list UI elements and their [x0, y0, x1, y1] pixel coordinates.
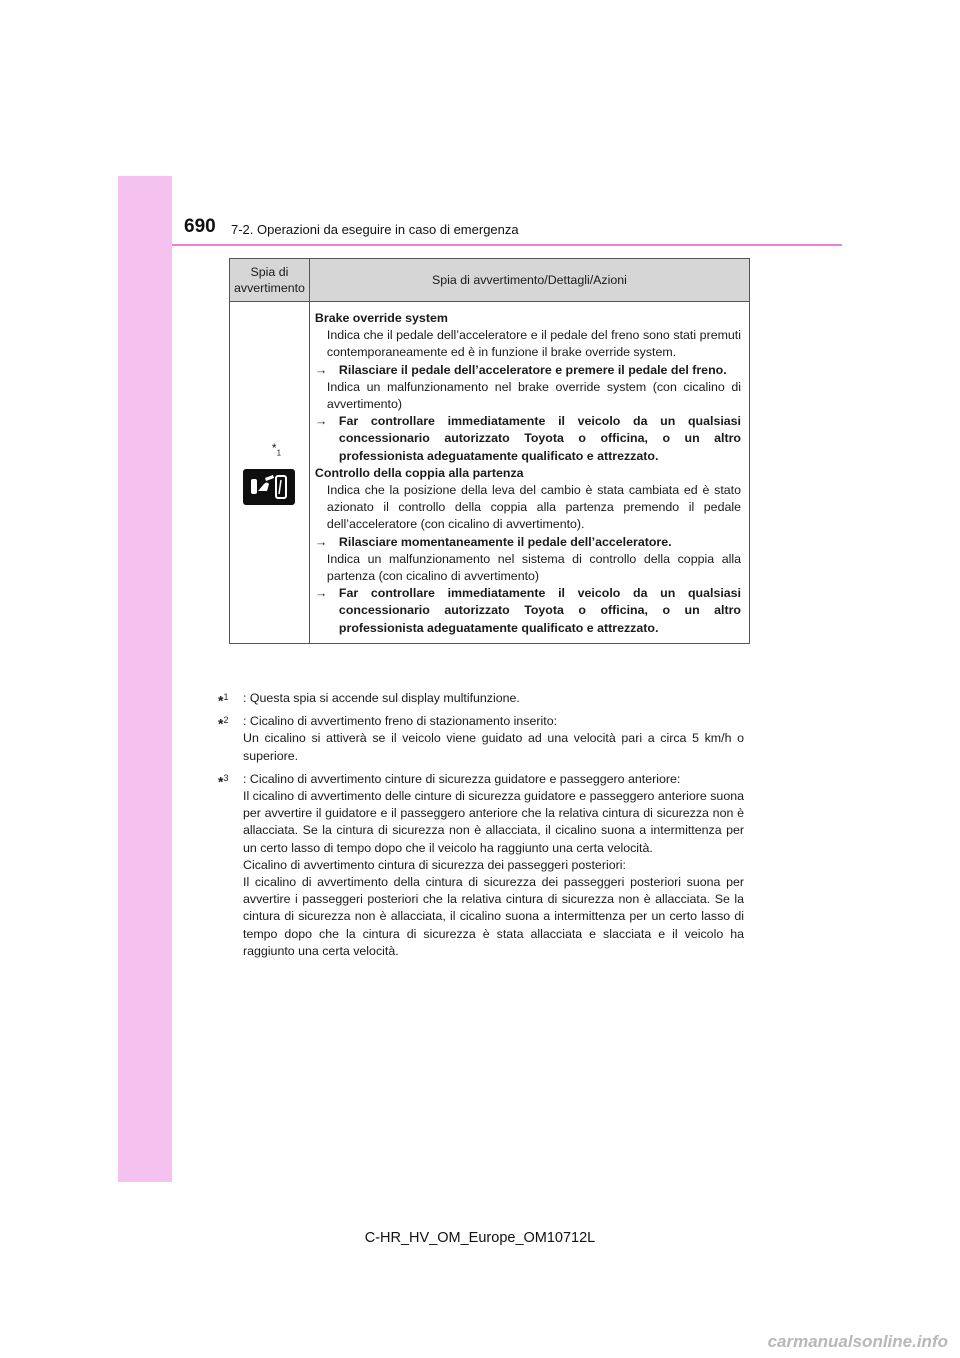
header-divider: [172, 244, 842, 246]
brake-override-malfunction: Indica un malfunzionamento nel brake override system (con cicalino di avvertimento): [326, 379, 741, 412]
warning-details-cell: [309, 302, 749, 644]
brake-override-warning-icon: [243, 469, 295, 505]
footnote-2: *$^2$ : Cicalino di avvertimento freno di stazionamento inserito: Un cicalino si attiverà se il veicolo viene guidato ad una velocità pari a circa 5 km/h o superiore.: [218, 714, 744, 763]
arrow-icon: →: [314, 362, 328, 377]
action-release-momentarily: → Rilasciare momentaneamente il pedale dell’acceleratore.: [315, 534, 741, 551]
document-footer: C-HR_HV_OM_Europe_OM10712L: [364, 1230, 596, 1246]
arrow-icon: →: [314, 586, 328, 601]
table-header-row: [230, 259, 750, 302]
drive-start-control-malfunction: Indica un malfunzionamento nel sistema di controllo della coppia alla partenza (con cicalino di avvertimento): [326, 551, 741, 584]
chapter-sidebar-tab: [118, 176, 172, 1182]
table-row: [230, 302, 750, 644]
column-header-warning-light: Spia di avvertimento: [230, 259, 310, 302]
arrow-icon: →: [314, 414, 328, 429]
warning-light-table: [229, 258, 750, 644]
arrow-icon: →: [314, 534, 328, 549]
footnote-marker: $*_1$: [271, 440, 282, 458]
footnote-3: *$^3$ : Cicalino di avvertimento cinture di sicurezza guidatore e passeggero anteriore: Il cicalino di avvertimento delle cinture di sicurezza guidatore e passeggero anteriore suona per avvertire il guidatore e il passeggero anteriore che la relativa cintura di sicurezza non è allacciata. Se la cintura di sicurezza non è allacciata, il cicalino suona a intermittenza per un certo lasso di tempo dopo che il veicolo ha raggiunto una certa velocità. Cicalino di avvertimento cintura di sicurezza dei passeggeri posteriori: Il cicalino di avvertimento della cintura di sicurezza dei passeggeri posteriori suona per avvertire i passeggeri posteriori che la relativa cintura di sicurezza non è allacciata. Se la cintura di sicurezza non è allacciata, il cicalino suona a intermittenza per un certo lasso di tempo dopo che la cintura di sicurezza è stata allacciata e slacciata e il veicolo ha raggiunto una certa velocità.: [218, 771, 744, 958]
action-release-pedal: → Rilasciare il pedale dell’acceleratore e premere il pedale del freno.: [315, 362, 741, 379]
page-number: 690: [184, 216, 216, 237]
brake-override-heading: Brake override system: [314, 311, 448, 325]
action-contact-dealer: → Far controllare immediatamente il veicolo da un qualsiasi concessionario autorizzato Toyota o officina, o un altro professionista adeguatamente qualificato e attrezzato.: [314, 414, 741, 463]
action-contact-dealer: → Far controllare immediatamente il veicolo da un qualsiasi concessionario autorizzato Toyota o officina, o un altro professionista adeguatamente qualificato e attrezzato.: [314, 586, 741, 635]
drive-start-control-description: Indica che la posizione della leva del cambio è stata cambiata ed è stato azionato il controllo della coppia alla partenza premendo il pedale dell’acceleratore (con cicalino di avvertimento).: [326, 483, 741, 532]
column-header-details: Spia di avvertimento/Dettagli/Azioni: [309, 259, 749, 302]
drive-start-control-heading: Controllo della coppia alla partenza: [314, 465, 524, 480]
footnotes: [218, 690, 744, 966]
section-title: 7-2. Operazioni da eseguire in caso di emergenza: [231, 222, 519, 237]
watermark: carmanualsonline.info: [767, 1332, 948, 1351]
footnote-1: *$^1$ : Questa spia si accende sul display multifunzione.: [218, 691, 520, 709]
brake-override-description: Indica che il pedale dell’acceleratore e il pedale del freno sono stati premuti contemporaneamente ed è in funzione il brake override system.: [326, 328, 741, 360]
warning-icon-cell: [230, 302, 310, 644]
